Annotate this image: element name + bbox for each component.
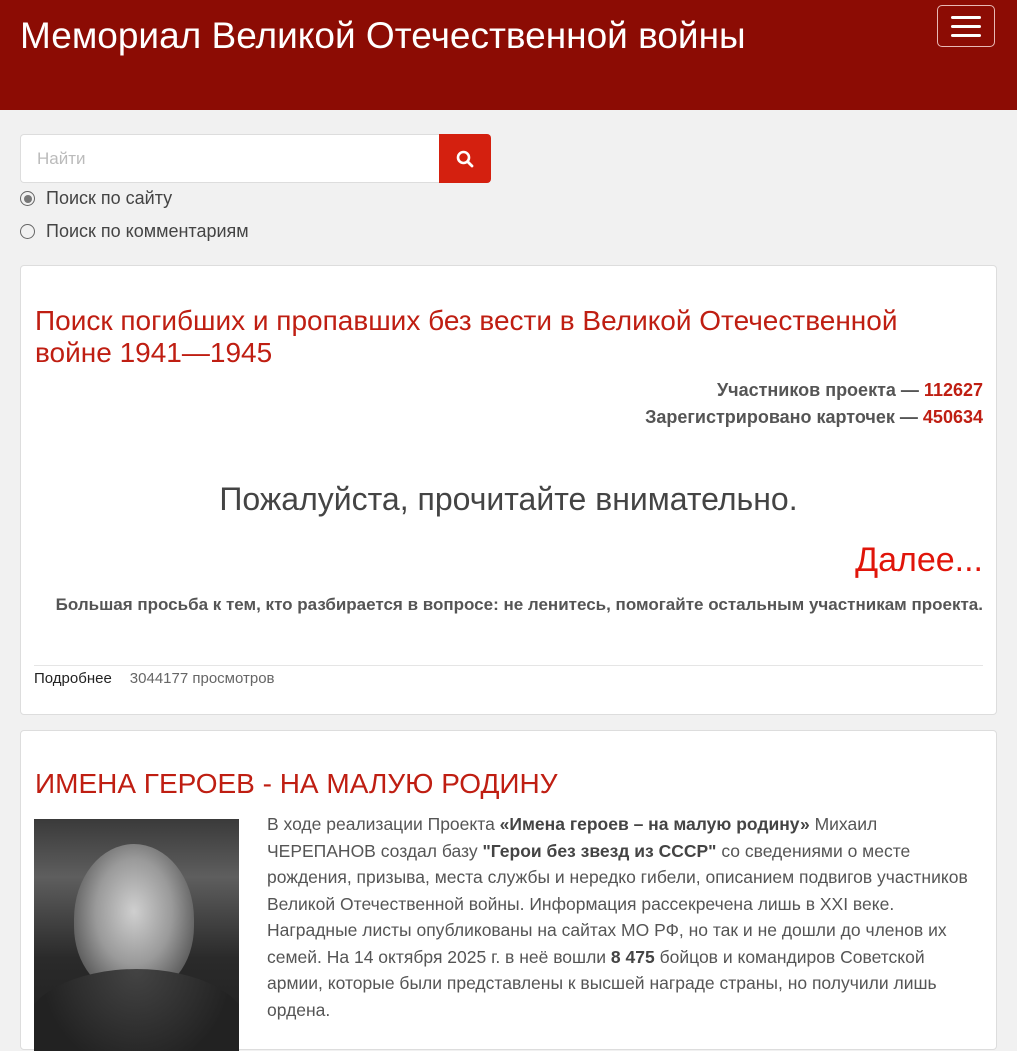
stat-value: 450634 [922, 407, 983, 427]
search-input[interactable] [20, 134, 439, 183]
hamburger-icon [951, 16, 981, 19]
stat-participants: Участников проекта — 112627 [716, 380, 983, 400]
divider [34, 665, 983, 666]
stat-value: 112627 [923, 380, 983, 400]
search-project-card [20, 265, 997, 715]
search-button[interactable] [439, 134, 491, 183]
radio-button[interactable] [20, 224, 35, 239]
site-title[interactable]: Мемориал Великой Отечественной войны [20, 15, 746, 56]
card-footer [34, 670, 275, 687]
radio-search-comments[interactable] [20, 221, 249, 242]
notice-heading: Пожалуйста, прочитайте внимательно. [219, 481, 798, 517]
heroes-description: В ходе реализации Проекта «Имена героев – на малую родину» Михаил ЧЕРЕПАНОВ создал базу "Герои без звезд из СССР" со сведениями о месте рождения, призыва, места службы и нередко гибели, описанием подвигов участников Великой Отечественной войны. Информация рассекречена лишь в XXI веке. Наградные листы опубликованы на сайтах МО РФ, но так и не дошли до членов их семей. На 14 октября 2025 г. в неё вошли 8 475 бойцов и командиров Советской армии, которые были представлены к высшей награде страны, но получили лишь ордена. [267, 814, 968, 1020]
more-link[interactable]: Далее... [855, 541, 983, 579]
search-icon [456, 150, 474, 168]
heroes-card [20, 730, 997, 1050]
radio-button-checked[interactable] [20, 191, 35, 206]
radio-label[interactable]: Поиск по комментариям [46, 221, 249, 241]
plea-text: Большая просьба к тем, кто разбирается в вопросе: не ленитесь, помогайте остальным участникам проекта. [55, 595, 983, 614]
site-header [0, 0, 1017, 110]
stat-cards: Зарегистрировано карточек — 450634 [645, 407, 983, 427]
card-title[interactable]: Поиск погибших и пропавших без вести в Великой Отечественной войне 1941—1945 [35, 305, 898, 368]
details-link[interactable]: Подробнее [34, 670, 112, 687]
hero-photo[interactable] [34, 819, 239, 1051]
menu-toggle-button[interactable] [937, 5, 995, 47]
radio-search-site[interactable] [20, 188, 172, 209]
view-count: 3044177 просмотров [129, 670, 275, 687]
radio-label[interactable]: Поиск по сайту [46, 188, 173, 208]
card-title[interactable]: ИМЕНА ГЕРОЕВ - НА МАЛУЮ РОДИНУ [35, 768, 558, 799]
search-form [20, 134, 491, 183]
